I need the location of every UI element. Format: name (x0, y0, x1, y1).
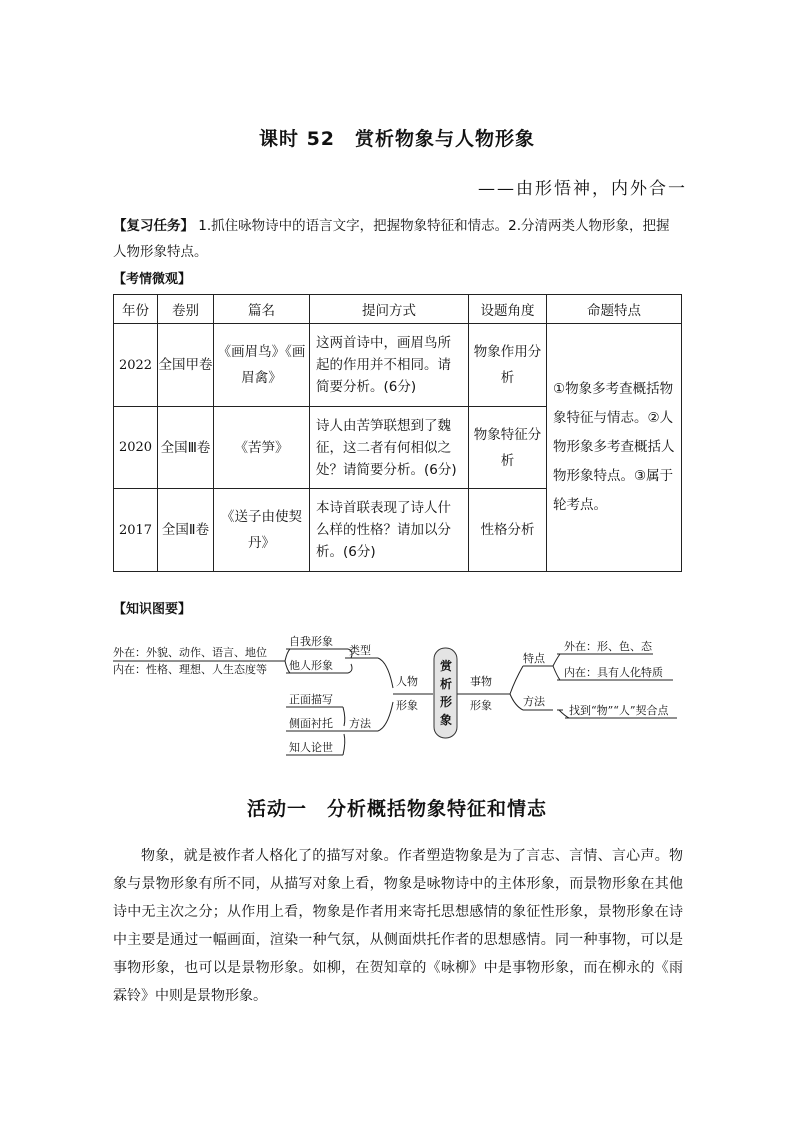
type-label: 类型 (349, 644, 371, 657)
thing-label-1: 事物 (470, 675, 492, 688)
person-label-1: 人物 (396, 675, 418, 688)
knowledge-map-label: 【知识图要】 (113, 602, 192, 617)
inner-note: 内在：性格、理想、人生态度等 (113, 663, 267, 676)
review-task-text: 1.抓住咏物诗中的语言文字，把握物象特征和情志。2.分清两类人物形象，把握人物形象特点。 (113, 218, 670, 260)
table-header-row (114, 295, 682, 324)
activity-title: 活动一 分析概括物象特征和情志 (246, 798, 547, 820)
cell-year: 2020 (114, 407, 158, 489)
cell-angle: 物象作用分析 (469, 324, 547, 407)
outer-note: 外在：外貌、动作、语言、地位 (113, 646, 267, 659)
header-title: 篇名 (214, 295, 310, 324)
cell-angle: 性格分析 (469, 489, 547, 572)
match-point: 找到“物”“人”契合点 (569, 704, 669, 717)
cell-paper: 全国Ⅲ卷 (158, 407, 214, 489)
method-left: 方法 (349, 717, 371, 730)
outer-form: 外在：形、色、态 (564, 640, 652, 653)
cell-title: 《送子由使契丹》 (214, 489, 310, 572)
mind-map-svg (113, 630, 693, 765)
inner-form: 内在：具有人化特质 (564, 666, 663, 679)
center-char-3: 形 (440, 695, 453, 709)
know-person: 知人论世 (289, 741, 333, 754)
knowledge-mind-map (113, 630, 693, 765)
center-char-2: 析 (440, 677, 453, 691)
exam-overview-label: 【考情微观】 (113, 272, 192, 287)
page-title: 课时 52 赏析物象与人物形象 (258, 128, 536, 150)
cell-question: 诗人由苦笋联想到了魏征，这二者有何相似之处？请简要分析。(6分) (310, 407, 469, 489)
person-label-2: 形象 (396, 699, 418, 712)
method-right: 方法 (523, 695, 545, 708)
other-image: 他人形象 (289, 659, 333, 672)
exam-table (113, 294, 682, 572)
table-row (114, 324, 682, 407)
cell-paper: 全国Ⅱ卷 (158, 489, 214, 572)
header-question: 提问方式 (310, 295, 469, 324)
cell-year: 2017 (114, 489, 158, 572)
review-task (113, 213, 683, 265)
cell-question: 本诗首联表现了诗人什么样的性格？请加以分析。(6分) (310, 489, 469, 572)
cell-year: 2022 (114, 324, 158, 407)
header-year: 年份 (114, 295, 158, 324)
body-paragraph: 物象，就是被作者人格化了的描写对象。作者塑造物象是为了言志、言情、言心声。物象与景物形象有所不同，从描写对象上看，物象是咏物诗中的主体形象，而景物形象在其他诗中无主次之分；从作用上看，物象是作者用来寄托思想感情的象征性形象，景物形象在诗中主要是通过一幅画面，渲染一种气氛，从侧面烘托作者的思想感情。同一种事物，可以是事物形象，也可以是景物形象。如柳，在贺知章的《咏柳》中是事物形象，而在柳永的《雨霖铃》中则是景物形象。 (113, 848, 683, 1004)
center-char-1: 赏 (440, 659, 453, 673)
header-feature: 命题特点 (547, 295, 682, 324)
self-image: 自我形象 (289, 635, 333, 648)
feature-label: 特点 (523, 652, 545, 665)
header-paper: 卷别 (158, 295, 214, 324)
center-char-4: 象 (440, 713, 453, 727)
direct-desc: 正面描写 (289, 693, 333, 706)
cell-title: 《苦笋》 (214, 407, 310, 489)
page-subtitle: ——由形悟神，内外合一 (478, 179, 687, 199)
header-angle: 设题角度 (469, 295, 547, 324)
thing-label-2: 形象 (470, 699, 492, 712)
side-contrast: 侧面衬托 (289, 717, 333, 730)
cell-angle: 物象特征分析 (469, 407, 547, 489)
cell-paper: 全国甲卷 (158, 324, 214, 407)
cell-title: 《画眉鸟》《画眉禽》 (214, 324, 310, 407)
cell-question: 这两首诗中，画眉鸟所起的作用并不相同。请简要分析。(6分) (310, 324, 469, 407)
review-task-label: 【复习任务】 (113, 218, 194, 234)
cell-feature: ①物象多考查概括物象特征与情志。②人物形象多考查概括人物形象特点。③属于轮考点。 (547, 324, 682, 572)
